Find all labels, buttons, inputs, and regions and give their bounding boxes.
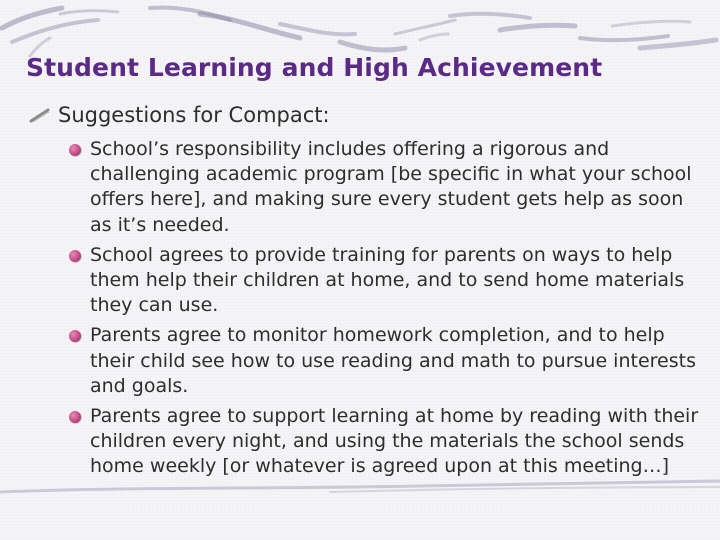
- pencil-stroke-icon: [29, 107, 51, 123]
- list-item-text: Parents agree to support learning at home by reading with their children every night, and using the materials the school sends home weekly [or whatever is agreed upon at this meeting…]: [90, 405, 699, 478]
- list-item: [90, 137, 700, 238]
- list-item: [90, 243, 700, 319]
- suggestions-list: [90, 137, 700, 485]
- list-item-text: School agrees to provide training for parents on ways to help them help their children at home, and to send home materials they can use.: [90, 243, 685, 317]
- round-bead-icon: [69, 411, 81, 423]
- list-item-text: Parents agree to monitor homework completion, and to help their child see how to use reading and math to pursue interests and goals.: [90, 324, 696, 397]
- slide-title: Student Learning and High Achievement: [26, 53, 603, 82]
- list-item: [90, 404, 700, 480]
- suggestions-heading: Suggestions for Compact:: [58, 103, 330, 127]
- round-bead-icon: [69, 250, 81, 262]
- round-bead-icon: [69, 144, 81, 156]
- list-item-text: School’s responsibility includes offering a rigorous and challenging academic program [be specific in what your school offers here], and making sure every student gets help as soon as it’s needed.: [90, 138, 692, 236]
- list-item: [90, 323, 700, 399]
